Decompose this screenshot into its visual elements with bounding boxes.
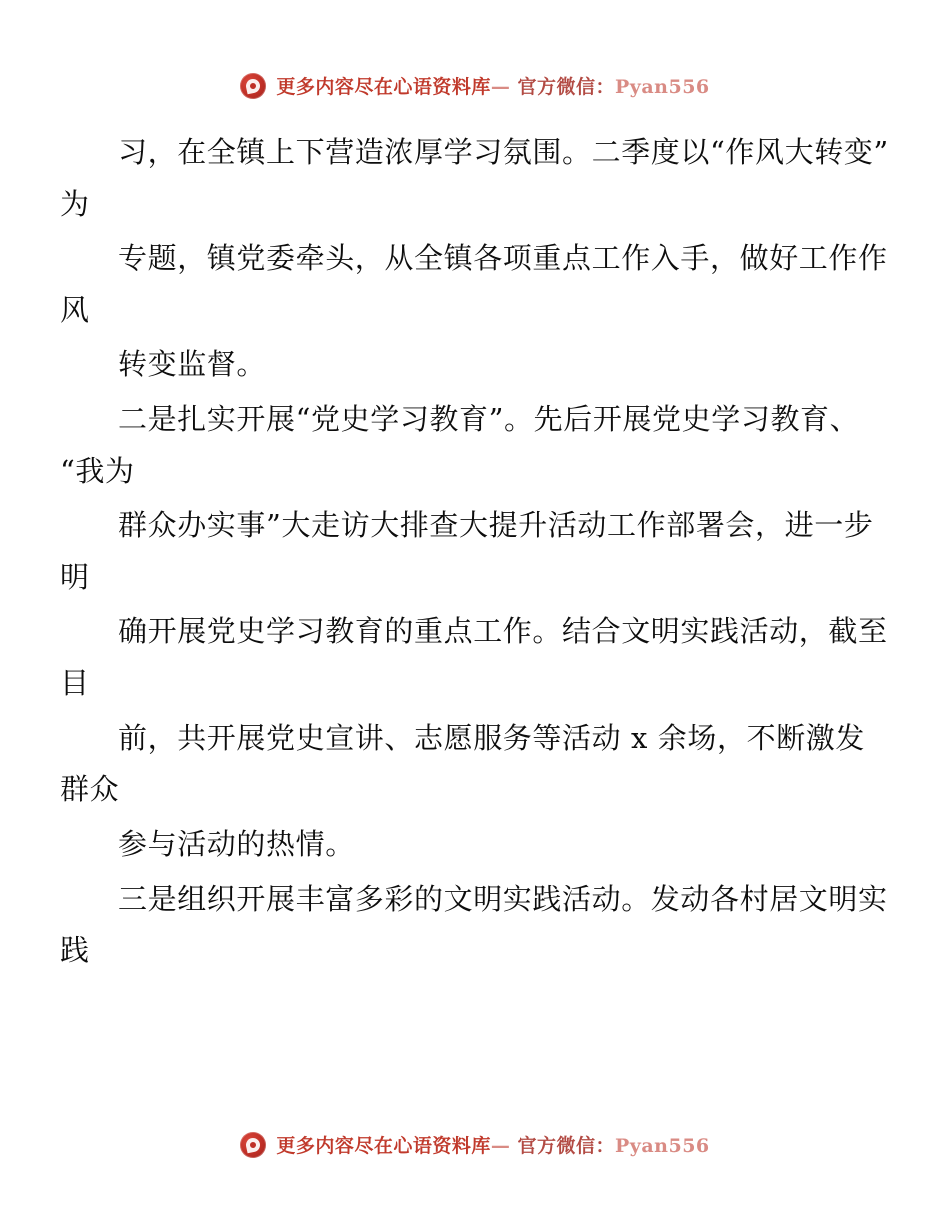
paragraph: 确开展党史学习教育的重点工作。结合文明实践活动，截至目	[60, 614, 888, 701]
paragraph: 参与活动的热情。	[118, 826, 355, 861]
paragraph: 专题，镇党委牵头，从全镇各项重点工作入手，做好工作作风	[60, 241, 888, 327]
watermark-footer-text	[276, 1131, 709, 1158]
watermark-contact-label: 官方微信：	[517, 76, 616, 98]
document-text-body	[60, 99, 890, 1230]
watermark-separator: —	[490, 1135, 511, 1157]
watermark-contact-label: 官方微信：	[517, 1135, 616, 1157]
site-logo-icon	[240, 1132, 266, 1158]
watermark-handle: Pyan556	[615, 1135, 710, 1157]
watermark-header	[0, 72, 950, 99]
watermark-handle: Pyan556	[615, 76, 710, 98]
paragraph: 三是组织开展丰富多彩的文明实践活动。发动各村居文明实践	[60, 881, 888, 968]
paragraph: 前，共开展党史宣讲、志愿服务等活动 x 余场，不断激发群众	[60, 720, 865, 807]
watermark-footer	[0, 1131, 950, 1158]
paragraph: 群众办实事”大走访大排查大提升活动工作部署会，进一步明	[60, 508, 874, 594]
site-logo-icon	[240, 73, 266, 99]
paragraph: 二是扎实开展“党史学习教育”。先后开展党史学习教育、“我为	[60, 402, 860, 488]
watermark-header-text	[276, 72, 709, 99]
watermark-main-text: 更多内容尽在心语资料库	[276, 1135, 491, 1157]
paragraph: 转变监督。	[118, 347, 267, 382]
paragraph: 习，在全镇上下营造浓厚学习氛围。二季度以“作风大转变”为	[60, 135, 889, 221]
watermark-main-text: 更多内容尽在心语资料库	[276, 76, 491, 98]
watermark-separator: —	[490, 76, 511, 98]
